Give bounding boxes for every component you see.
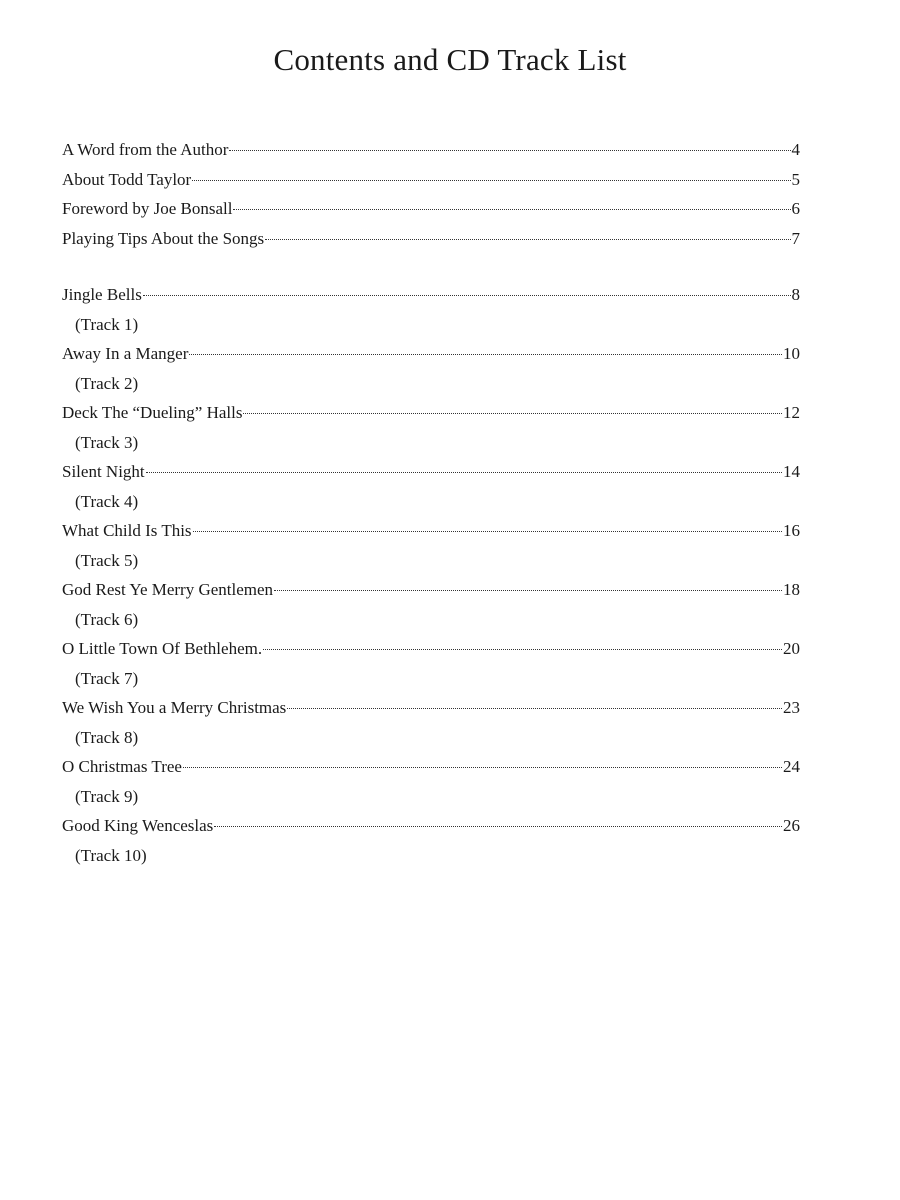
section-spacer — [62, 258, 800, 285]
toc-entry[interactable] — [62, 199, 800, 229]
dot-leader — [143, 295, 791, 296]
track-number: (Track 3) — [75, 432, 139, 452]
entry-page-number: 8 — [791, 285, 800, 304]
song-title: O Christmas Tree — [62, 757, 182, 776]
toc-entry[interactable] — [62, 285, 800, 315]
track-number: (Track 6) — [75, 609, 139, 629]
dot-leader — [265, 239, 790, 240]
song-title: God Rest Ye Merry Gentlemen — [62, 580, 274, 599]
song-title: Away In a Manger — [62, 344, 189, 363]
dot-leader — [214, 826, 782, 827]
track-number: (Track 1) — [75, 314, 139, 334]
toc-entry[interactable] — [62, 639, 800, 669]
entry-page-number: 26 — [783, 816, 800, 835]
dot-leader — [189, 354, 782, 355]
entry-page-number: 6 — [791, 199, 800, 218]
entry-page-number: 7 — [791, 228, 800, 248]
toc-entry[interactable] — [62, 229, 800, 259]
song-title: We Wish You a Merry Christmas — [62, 698, 287, 717]
toc-entry[interactable] — [62, 170, 800, 200]
entry-title: Foreword by Joe Bonsall — [62, 199, 233, 218]
toc-entry[interactable] — [62, 816, 800, 846]
song-title: O Little Town Of Bethlehem. — [62, 639, 263, 658]
entry-title: About Todd Taylor — [62, 169, 192, 189]
page-title: Contents and CD Track List — [273, 42, 627, 77]
dot-leader — [287, 708, 782, 709]
track-number: (Track 9) — [75, 786, 139, 806]
toc-entry[interactable] — [62, 580, 800, 610]
song-title: Silent Night — [62, 462, 145, 481]
dot-leader — [192, 180, 790, 181]
entry-page-number: 5 — [791, 169, 800, 189]
track-number: (Track 10) — [75, 845, 147, 865]
dot-leader — [193, 531, 782, 532]
entry-title: Playing Tips About the Songs — [62, 228, 265, 248]
toc-entry[interactable] — [62, 521, 800, 551]
song-title: Deck The “Dueling” Halls — [62, 403, 243, 422]
track-number: (Track 8) — [75, 727, 139, 747]
toc-entry[interactable] — [62, 698, 800, 728]
track-number: (Track 5) — [75, 550, 139, 570]
entry-page-number: 16 — [783, 521, 800, 540]
dot-leader — [274, 590, 782, 591]
entry-page-number: 23 — [783, 698, 800, 717]
entry-page-number: 10 — [783, 344, 800, 363]
dot-leader — [146, 472, 782, 473]
dot-leader — [233, 209, 790, 210]
entry-title: A Word from the Author — [62, 140, 229, 159]
track-number: (Track 4) — [75, 491, 139, 511]
dot-leader — [243, 413, 782, 414]
entry-page-number: 18 — [783, 580, 800, 599]
track-number: (Track 2) — [75, 373, 139, 393]
entry-page-number: 14 — [783, 462, 800, 481]
song-title: What Child Is This — [62, 521, 192, 540]
toc-entry[interactable] — [62, 462, 800, 492]
dot-leader — [183, 767, 782, 768]
table-of-contents — [62, 140, 800, 875]
dot-leader — [263, 649, 782, 650]
toc-entry[interactable] — [62, 140, 800, 170]
entry-page-number: 24 — [783, 757, 800, 776]
toc-entry[interactable] — [62, 344, 800, 374]
dot-leader — [229, 150, 790, 151]
track-number: (Track 7) — [75, 668, 139, 688]
song-title: Good King Wenceslas — [62, 816, 214, 835]
entry-page-number: 12 — [783, 403, 800, 422]
entry-page-number: 20 — [783, 639, 800, 658]
song-title: Jingle Bells — [62, 285, 142, 304]
toc-entry[interactable] — [62, 403, 800, 433]
entry-page-number: 4 — [791, 140, 800, 159]
toc-entry[interactable] — [62, 757, 800, 787]
